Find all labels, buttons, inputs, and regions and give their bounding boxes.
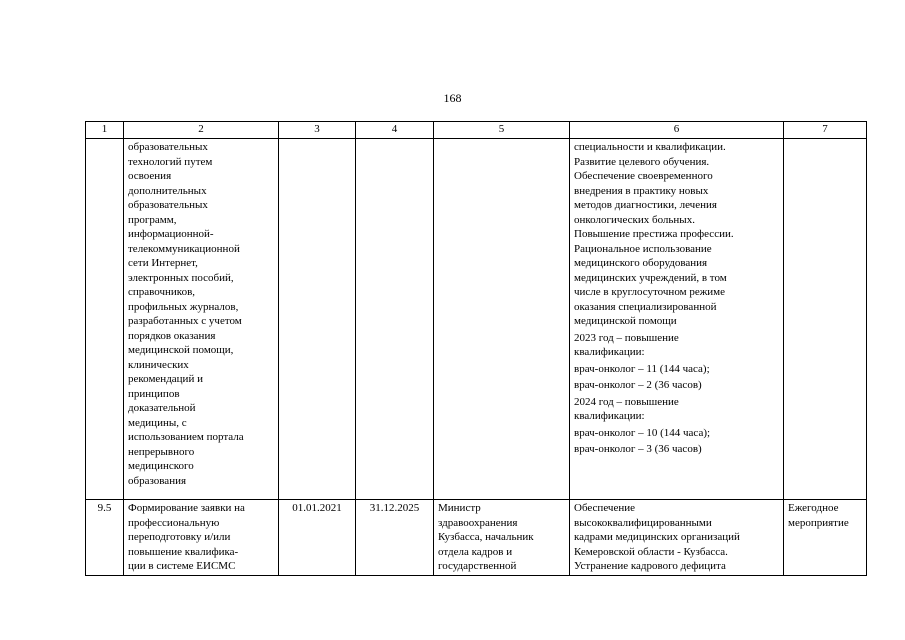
- result-2023-heading: 2023 год – повышение квалификации:: [574, 331, 679, 358]
- continuation-end-cell: [356, 139, 434, 500]
- activity-cell: Формирование заявки на профессиональную переподготовку и/или повышение квалифика- ции в системе ЕИСМС: [124, 500, 279, 576]
- end-date-cell: 31.12.2025: [356, 500, 434, 576]
- row-number-cell: 9.5: [86, 500, 124, 576]
- page-number: 168: [443, 91, 462, 105]
- table-row-9-5: [86, 500, 867, 576]
- continuation-activity-cell: [124, 139, 279, 500]
- measures-table: [85, 121, 867, 576]
- result-2024-item-2: врач-онколог – 3 (36 часов): [574, 443, 702, 455]
- result-paragraph: специальности и квалификации. Развитие целевого обучения. Обеспечение своевременного внедрения в практику новых методов диагностики, лечения онкологических больных. Повышение престижа профессии. Рациональное использование медицинского оборудования медицинских учреждений, в том числе в круглосуточном режиме оказания специализированной медицинской помощи: [574, 141, 734, 327]
- result-2024-item-1: врач-онколог – 10 (144 часа);: [574, 426, 711, 439]
- header-cell-3: 3: [279, 122, 356, 139]
- result-2023-item-2: врач-онколог – 2 (36 часов): [574, 379, 702, 391]
- header-cell-7: 7: [784, 122, 867, 139]
- header-cell-6: 6: [570, 122, 784, 139]
- continuation-start-cell: [279, 139, 356, 500]
- continuation-num-cell: [86, 139, 124, 500]
- responsible-cell: Министр здравоохранения Кузбасса, начальник отдела кадров и государственной: [434, 500, 570, 576]
- continuation-activity-text: образовательных технологий путем освоения дополнительных образовательных программ, информационной- телекоммуникационной сети Интернет, электронных пособий, справочников, профильных журналов, разработанных с учетом порядков оказания медицинской помощи, клинических рекомендаций и принципов доказательной медицины, с использованием портала непрерывного медицинского образования: [128, 141, 244, 487]
- continuation-result-cell: [570, 139, 784, 500]
- result-cell: Обеспечение высококвалифицированными кадрами медицинских организаций Кемеровской области - Кузбасса. Устранение кадрового дефицита: [570, 500, 784, 576]
- header-cell-1: 1: [86, 122, 124, 139]
- continuation-responsible-cell: [434, 139, 570, 500]
- result-2023-item-1: врач-онколог – 11 (144 часа);: [574, 362, 710, 375]
- header-cell-4: 4: [356, 122, 434, 139]
- header-cell-2: 2: [124, 122, 279, 139]
- result-2024-heading: 2024 год – повышение квалификации:: [574, 395, 679, 422]
- start-date-cell: 01.01.2021: [279, 500, 356, 576]
- periodicity-cell: Ежегодное мероприятие: [784, 500, 867, 576]
- continuation-periodicity-cell: [784, 139, 867, 500]
- table-header-row: [86, 122, 867, 139]
- header-cell-5: 5: [434, 122, 570, 139]
- table-row-continuation: [86, 139, 867, 500]
